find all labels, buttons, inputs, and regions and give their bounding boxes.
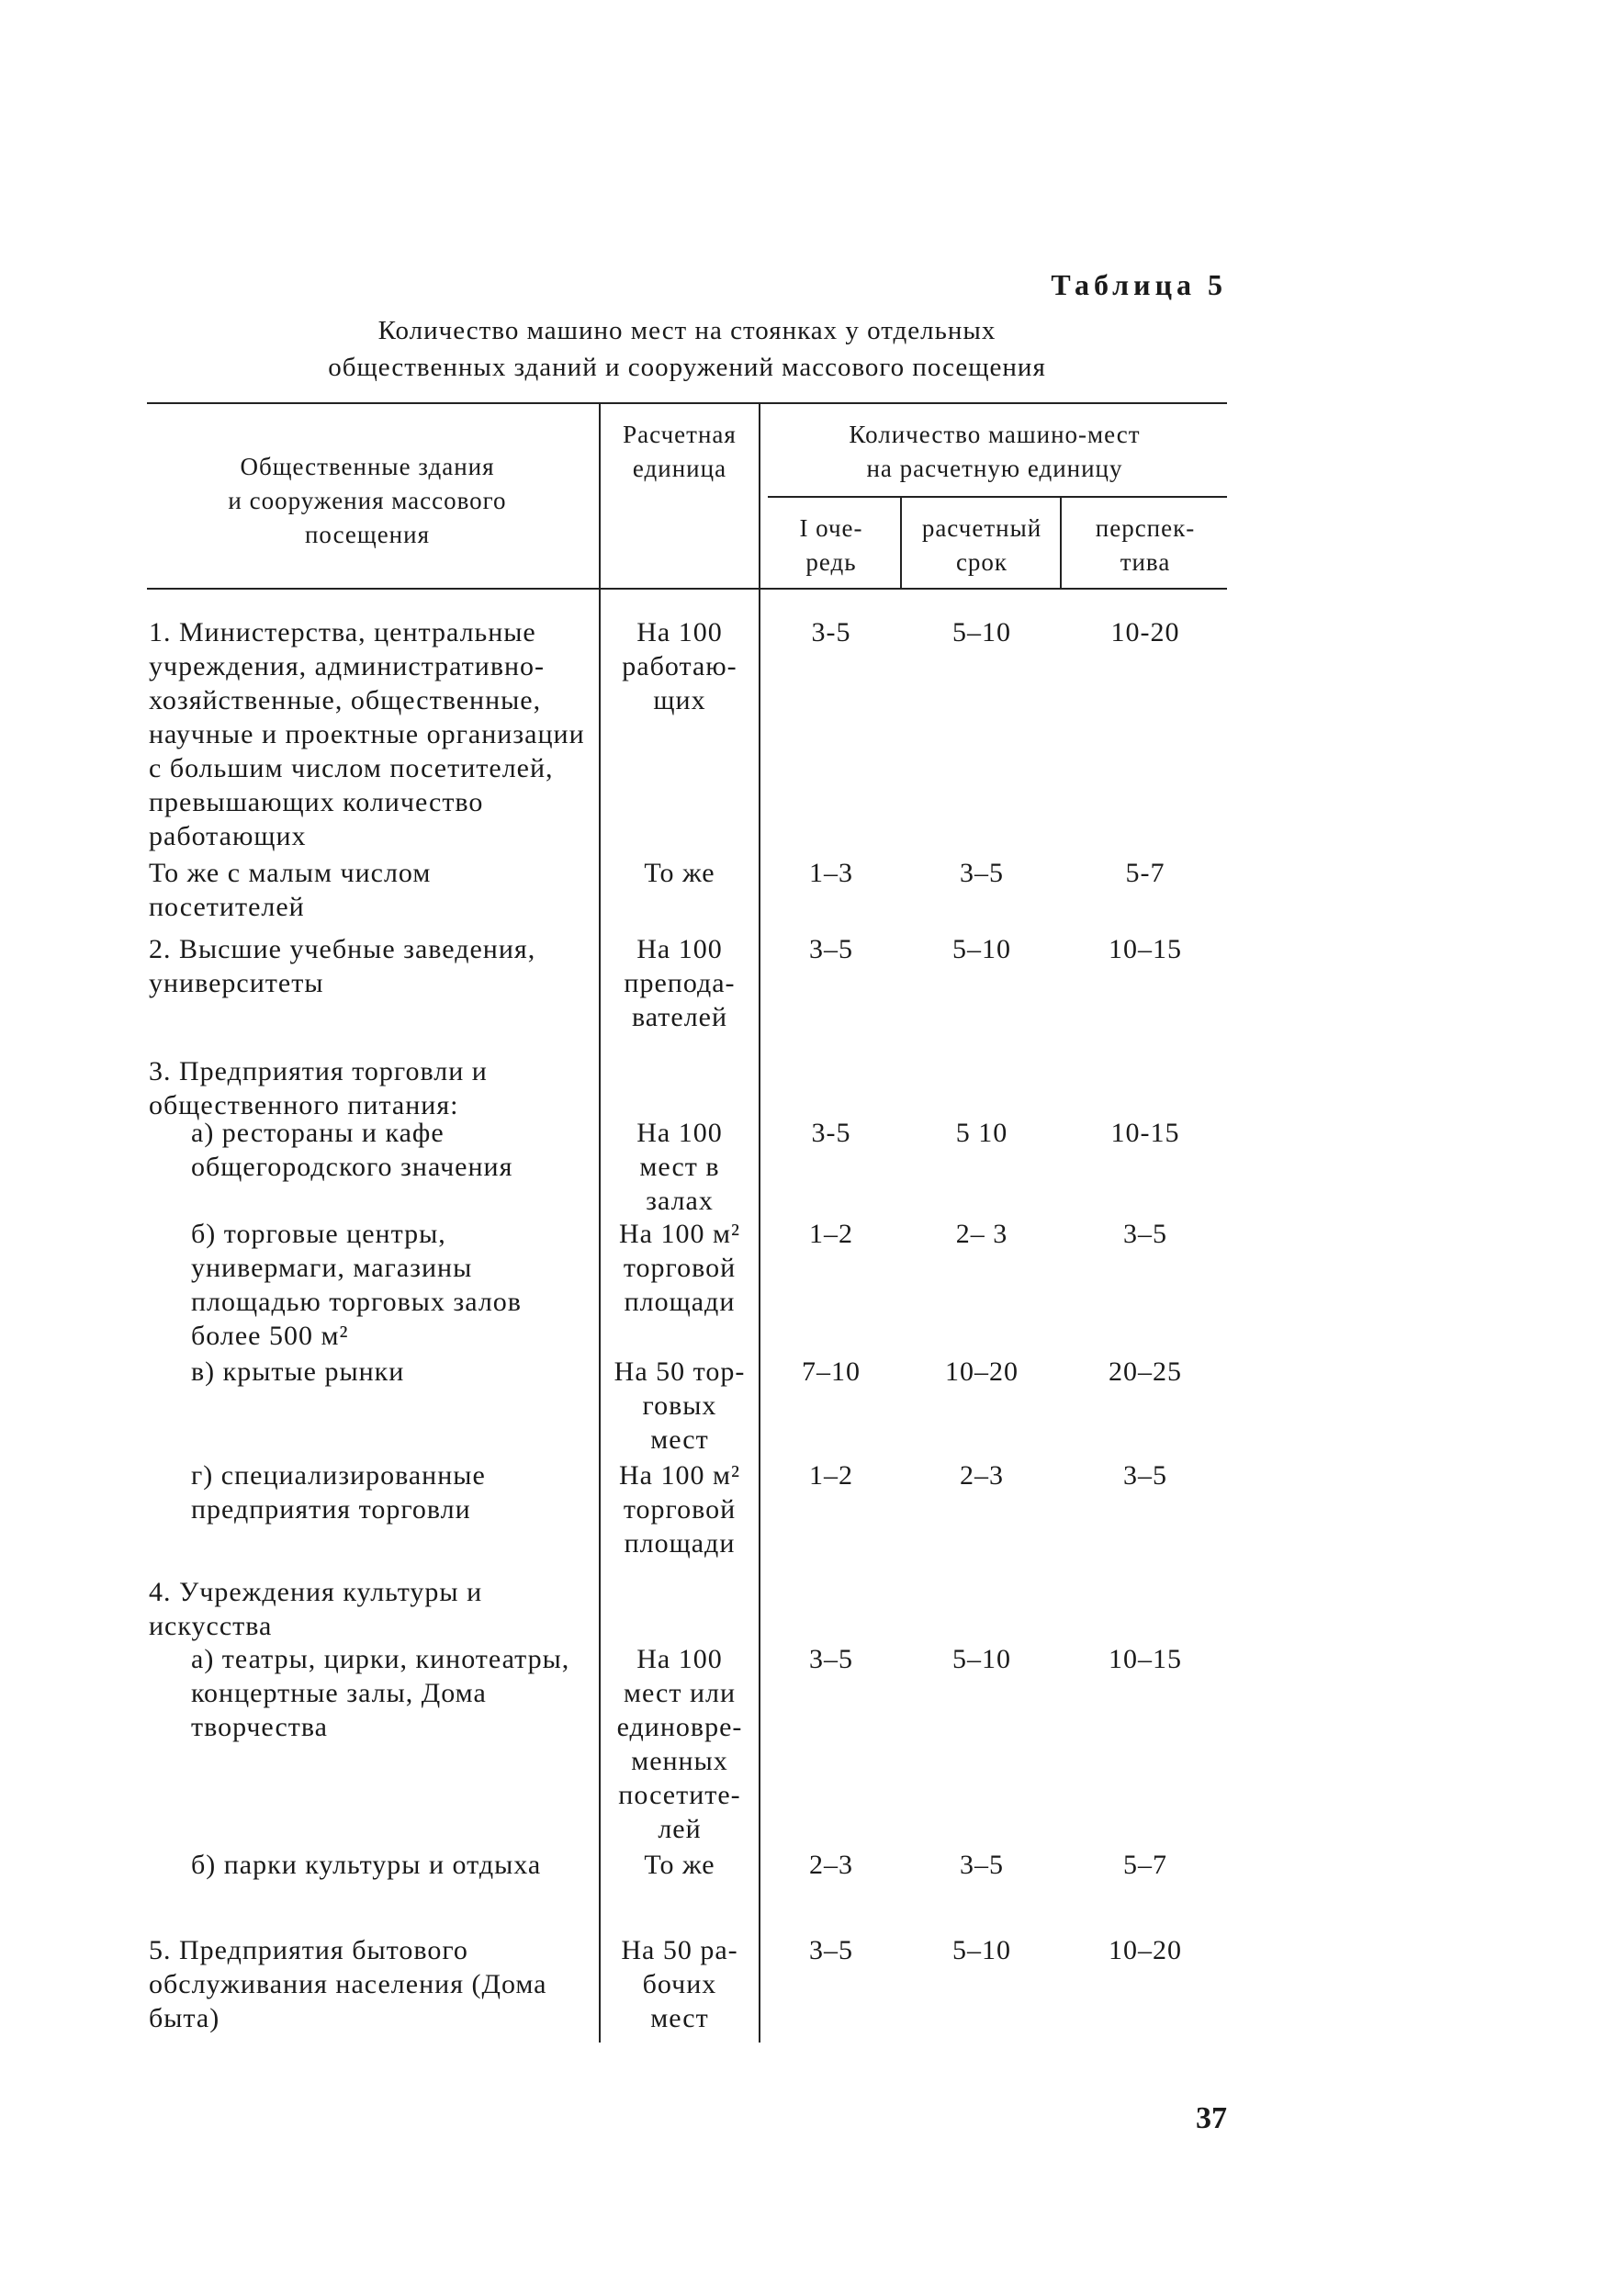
col-divider-2: [759, 402, 760, 2043]
table-title: [147, 312, 1227, 386]
row-value-perspective: 3–5: [1123, 1460, 1167, 1491]
row-value-perspective: 10-15: [1110, 1118, 1180, 1148]
row-value-design-period: 2– 3: [955, 1219, 1008, 1249]
header-design-period: расчетный срок: [921, 514, 1042, 576]
header-bottom-rule: [147, 588, 1227, 590]
row-value-first-stage: 3–5: [809, 1935, 853, 1965]
header-first-stage: I оче- редь: [799, 514, 863, 576]
title-line-2: общественных зданий и сооружений массового посещения: [328, 353, 1046, 382]
row-value-design-period: 2–3: [960, 1460, 1004, 1491]
row-value-design-period: 5–10: [952, 934, 1011, 964]
col-divider-3: [900, 496, 902, 588]
table-label: Таблица 5: [1051, 268, 1227, 301]
row-unit: На 100 работаю- щих: [622, 617, 737, 715]
header-col-buildings: Общественные здания и сооружения массового посещения: [228, 453, 507, 548]
row-value-design-period: 5–10: [952, 617, 1011, 647]
row-name: б) парки культуры и отдыха: [191, 1850, 542, 1880]
row-unit: На 100 м² торговой площади: [619, 1219, 740, 1317]
row-value-first-stage: 7–10: [802, 1356, 861, 1387]
row-value-perspective: 10–15: [1109, 1644, 1182, 1674]
row-name: в) крытые рынки: [191, 1356, 405, 1387]
header-perspective: перспек- тива: [1095, 514, 1196, 576]
row-value-perspective: 3–5: [1123, 1219, 1167, 1249]
row-name: г) специализированные предприятия торговли: [191, 1460, 486, 1525]
row-value-design-period: 3–5: [960, 858, 1004, 888]
row-value-perspective: 5–7: [1123, 1850, 1167, 1880]
row-value-design-period: 3–5: [960, 1850, 1004, 1880]
row-unit: На 100 мест или единовре- менных посетите- лей: [616, 1644, 743, 1844]
section-heading: 3. Предприятия торговли и общественного питания:: [149, 1056, 488, 1120]
page-number: 37: [1196, 2101, 1227, 2135]
title-line-1: Количество машино мест на стоянках у отдельных: [377, 316, 996, 345]
row-unit: На 100 мест в залах: [636, 1118, 723, 1216]
row-value-perspective: 20–25: [1109, 1356, 1182, 1387]
row-value-perspective: 10-20: [1110, 617, 1180, 647]
table-top-rule: [147, 402, 1227, 404]
subheader-rule: [768, 496, 1227, 498]
row-unit: То же: [644, 858, 715, 888]
row-name: 2. Высшие учебные заведения, университеты: [149, 934, 536, 998]
row-name: 1. Министерства, центральные учреждения, административно-хозяйственные, общественные, научные и проектные организации с большим числом посетителей, превышающих количество работающих: [149, 617, 585, 851]
row-name: б) торговые центры, универмаги, магазины площадью торговых залов более 500 м²: [191, 1219, 522, 1351]
row-unit: На 50 тор- говых мест: [614, 1356, 746, 1455]
row-unit: То же: [644, 1850, 715, 1880]
row-name: а) театры, цирки, кинотеатры, концертные залы, Дома творчества: [191, 1644, 570, 1742]
row-unit: На 50 ра- бочих мест: [621, 1935, 738, 2033]
row-value-first-stage: 1–2: [809, 1219, 853, 1249]
section-heading: 4. Учреждения культуры и искусства: [149, 1577, 483, 1641]
col-divider-4: [1060, 496, 1062, 588]
row-value-perspective: 10–15: [1109, 934, 1182, 964]
header-col-unit: Расчетная единица: [623, 421, 737, 482]
row-value-first-stage: 2–3: [809, 1850, 853, 1880]
row-value-first-stage: 3-5: [811, 617, 851, 647]
row-value-perspective: 5-7: [1125, 858, 1165, 888]
row-name: а) рестораны и кафе общегородского значения: [191, 1118, 513, 1182]
row-name: 5. Предприятия бытового обслуживания населения (Дома быта): [149, 1935, 547, 2033]
row-unit: На 100 м² торговой площади: [619, 1460, 740, 1559]
row-value-design-period: 5–10: [952, 1644, 1011, 1674]
row-value-first-stage: 3-5: [811, 1118, 851, 1148]
row-value-first-stage: 3–5: [809, 934, 853, 964]
row-value-design-period: 10–20: [945, 1356, 1019, 1387]
row-value-perspective: 10–20: [1109, 1935, 1182, 1965]
header-group-spaces: Количество машино-мест на расчетную единицу: [849, 421, 1141, 482]
row-name: То же с малым числом посетителей: [149, 858, 432, 922]
row-value-first-stage: 3–5: [809, 1644, 853, 1674]
row-value-design-period: 5 10: [955, 1118, 1008, 1148]
row-value-design-period: 5–10: [952, 1935, 1011, 1965]
row-value-first-stage: 1–2: [809, 1460, 853, 1491]
col-divider-1: [599, 402, 601, 2043]
row-unit: На 100 преподa- вателей: [624, 934, 736, 1032]
row-value-first-stage: 1–3: [809, 858, 853, 888]
